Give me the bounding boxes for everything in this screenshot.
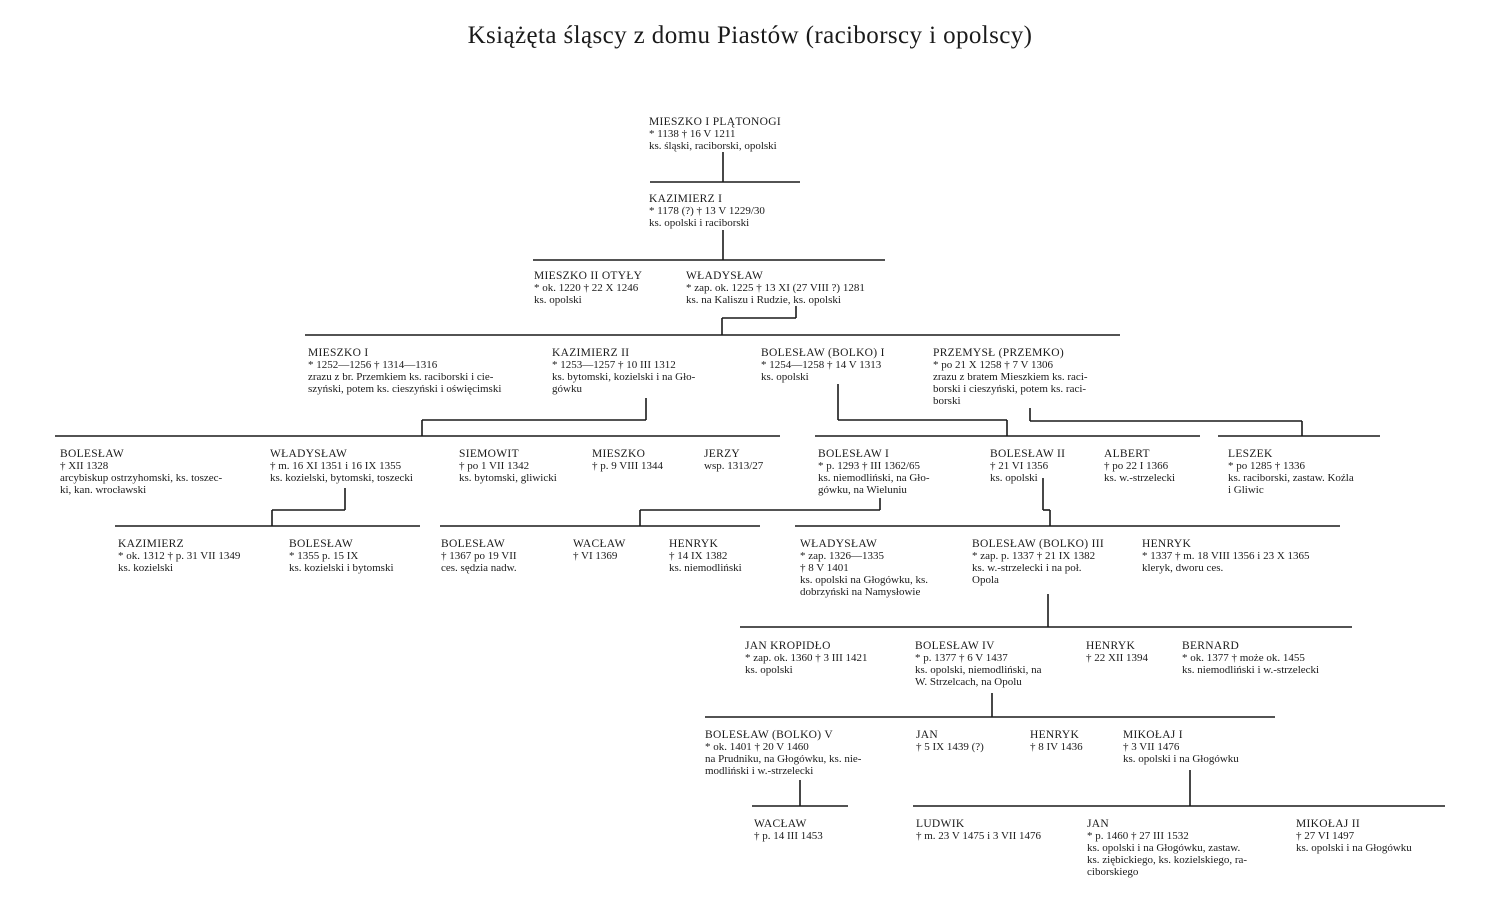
person-name: KAZIMIERZ [118,538,184,550]
person-detail: * 1138 † 16 V 1211 [649,128,736,140]
person-detail: * zap. ok. 1225 † 13 XI (27 VIII ?) 1281 [686,282,865,294]
person-detail: i Gliwic [1228,484,1264,496]
person-detail: ki, kan. wrocławski [60,484,147,496]
person-name: WŁADYSŁAW [270,448,348,460]
person-detail: * ok. 1401 † 20 V 1460 [705,741,809,753]
page-title: Książęta śląscy z domu Piastów (raciborscy i opolscy) [467,22,1033,49]
person-detail: * p. 1377 † 6 V 1437 [915,652,1008,664]
person-name: WŁADYSŁAW [686,270,764,282]
person-detail: ks. śląski, raciborski, opolski [649,140,777,152]
person-waclaw-1453 [754,818,823,842]
person-detail: † 1367 po 19 VII [441,550,517,562]
person-boleslaw-bolko-v [705,729,861,777]
person-name: KAZIMIERZ II [552,347,630,359]
person-kazimierz-kozielski [118,538,240,574]
person-henryk-kleryk [1142,538,1310,574]
person-boleslaw-1355 [289,538,394,574]
person-name: MIKOŁAJ II [1296,818,1361,830]
person-henryk-1382 [669,538,742,574]
person-detail: * zap. ok. 1360 † 3 III 1421 [745,652,868,664]
person-name: BOLESŁAW I [818,448,890,460]
person-mieszko-ii-otyly [534,270,642,306]
person-name: BOLESŁAW II [990,448,1066,460]
person-detail: borski i cieszyński, potem ks. raci- [933,383,1087,395]
person-henryk-1436 [1030,729,1083,753]
person-detail: kleryk, dworu ces. [1142,562,1224,574]
person-detail: arcybiskup ostrzyhomski, ks. toszec- [60,472,223,484]
person-detail: * po 1285 † 1336 [1228,460,1305,472]
person-name: HENRYK [669,538,719,550]
person-name: BOLESŁAW [60,448,125,460]
person-detail: † 21 VI 1356 [990,460,1049,472]
person-name: KAZIMIERZ I [649,193,723,205]
person-detail: ks. opolski [990,472,1038,484]
person-detail: † 8 V 1401 [800,562,849,574]
person-detail: ciborskiego [1087,866,1139,878]
person-detail: * p. 1460 † 27 III 1532 [1087,830,1189,842]
person-detail: * po 21 X 1258 † 7 V 1306 [933,359,1053,371]
person-mieszko-i-cieszynski [308,347,501,395]
person-jan-1532 [1087,818,1247,878]
person-detail: borski [933,395,961,407]
person-detail: † po 1 VII 1342 [459,460,530,472]
person-detail: ks. bytomski, kozielski i na Gło- [552,371,696,383]
person-mieszko-i-platonogi [649,116,781,152]
person-detail: modliński i w.-strzelecki [705,765,814,777]
person-detail: na Prudniku, na Głogówku, ks. nie- [705,753,862,765]
person-detail: ks. bytomski, gliwicki [459,472,557,484]
person-name: LUDWIK [916,818,965,830]
person-name: MIESZKO I PLĄTONOGI [649,116,781,128]
person-detail: † m. 16 XI 1351 i 16 IX 1355 [270,460,402,472]
person-detail: ks. w.-strzelecki [1104,472,1176,484]
person-boleslaw-arcybiskup [60,448,222,496]
person-detail: dobrzyński na Namysłowie [800,586,921,598]
person-detail: † p. 14 III 1453 [754,830,823,842]
person-detail: * 1254—1258 † 14 V 1313 [761,359,882,371]
person-wladyslaw-opolski [686,270,865,306]
person-name: JERZY [704,448,740,460]
person-name: BOLESŁAW (BOLKO) I [761,347,885,359]
person-detail: W. Strzelcach, na Opolu [915,676,1022,688]
person-detail: ks. na Kaliszu i Rudzie, ks. opolski [686,294,841,306]
person-detail: ks. kozielski [118,562,173,574]
person-detail: † p. 9 VIII 1344 [592,460,663,472]
person-detail: ks. kozielski i bytomski [289,562,394,574]
person-name: WŁADYSŁAW [800,538,878,550]
person-detail: ks. opolski i raciborski [649,217,750,229]
person-name: JAN [916,729,938,741]
person-detail: * zap. p. 1337 † 21 IX 1382 [972,550,1096,562]
person-name: ALBERT [1104,448,1150,460]
person-detail: ks. niemodliński [669,562,742,574]
person-detail: zrazu z br. Przemkiem ks. raciborski i cie- [308,371,494,383]
person-name: HENRYK [1030,729,1080,741]
person-name: HENRYK [1142,538,1192,550]
person-detail: * zap. 1326—1335 [800,550,885,562]
person-detail: * ok. 1312 † p. 31 VII 1349 [118,550,241,562]
person-detail: ks. opolski [761,371,809,383]
person-name: JAN [1087,818,1109,830]
person-detail: * 1355 p. 15 IX [289,550,359,562]
person-detail: ks. kozielski, bytomski, toszecki [270,472,413,484]
person-detail: ks. opolski [745,664,793,676]
person-detail: ks. niemodliński i w.-strzelecki [1182,664,1320,676]
person-name: LESZEK [1228,448,1273,460]
person-detail: † 14 IX 1382 [669,550,728,562]
person-detail: ks. opolski i na Głogówku, zastaw. [1087,842,1241,854]
person-name: PRZEMYSŁ (PRZEMKO) [933,347,1064,359]
person-name: BOLESŁAW [441,538,506,550]
person-name: SIEMOWIT [459,448,519,460]
person-detail: ks. opolski na Głogówku, ks. [800,574,929,586]
person-detail: † 8 IV 1436 [1030,741,1083,753]
person-boleslaw-ii [990,448,1065,484]
person-detail: † 27 VI 1497 [1296,830,1355,842]
person-detail: szyński, potem ks. cieszyński i oświęcimski [308,383,502,395]
person-przemysl [933,347,1088,407]
person-name: MIKOŁAJ I [1123,729,1183,741]
person-mikolaj-ii [1296,818,1412,854]
person-waclaw-1369 [573,538,626,562]
person-mieszko-1344 [592,448,663,472]
person-detail: gówku [552,383,582,395]
person-detail: † 5 IX 1439 (?) [916,741,984,753]
person-detail: ks. niemodliński, na Gło- [818,472,930,484]
person-name: BERNARD [1182,640,1240,652]
person-ludwik [916,818,1041,842]
person-detail: * p. 1293 † III 1362/65 [818,460,921,472]
person-siemowit [459,448,557,484]
person-detail: ks. opolski i na Głogówku [1123,753,1239,765]
person-detail: * 1178 (?) † 13 V 1229/30 [649,205,765,217]
person-name: HENRYK [1086,640,1136,652]
person-name: WACŁAW [754,818,807,830]
person-detail: ks. w.-strzelecki i na poł. [972,562,1082,574]
person-detail: † 22 XII 1394 [1086,652,1149,664]
person-kazimierz-i [649,193,765,229]
person-detail: * 1253—1257 † 10 III 1312 [552,359,676,371]
person-boleslaw-iv [915,640,1042,688]
person-detail: * ok. 1377 † może ok. 1455 [1182,652,1305,664]
person-detail: † 3 VII 1476 [1123,741,1180,753]
person-boleslaw-bolko-iii [972,538,1104,586]
person-albert [1104,448,1175,484]
person-detail: gówku, na Wieluniu [818,484,907,496]
person-name: BOLESŁAW IV [915,640,995,652]
person-wladyslaw-opolczyk [800,538,928,598]
person-detail: Opola [972,574,999,586]
person-detail: * 1252—1256 † 1314—1316 [308,359,438,371]
person-name: BOLESŁAW (BOLKO) III [972,538,1104,550]
person-boleslaw-1367 [441,538,517,574]
person-detail: ks. opolski i na Głogówku [1296,842,1412,854]
person-detail: wsp. 1313/27 [704,460,764,472]
person-detail: * ok. 1220 † 22 X 1246 [534,282,639,294]
person-name: JAN KROPIDŁO [745,640,831,652]
person-name: MIESZKO [592,448,646,460]
person-detail: ks. ziębickiego, ks. kozielskiego, ra- [1087,854,1248,866]
person-detail: ces. sędzia nadw. [441,562,517,574]
person-detail: † m. 23 V 1475 i 3 VII 1476 [916,830,1041,842]
person-jan-1439 [916,729,984,753]
person-boleslaw-i-niemodlinski [818,448,930,496]
person-detail: † po 22 I 1366 [1104,460,1169,472]
person-jerzy [704,448,763,472]
person-detail: ks. opolski, niemodliński, na [915,664,1042,676]
person-detail: † XII 1328 [60,460,109,472]
person-detail: zrazu z bratem Mieszkiem ks. raci- [933,371,1088,383]
person-wladyslaw-kozielski [270,448,413,484]
person-jan-kropidlo [745,640,868,676]
person-henryk-1394 [1086,640,1148,664]
person-name: BOLESŁAW (BOLKO) V [705,729,833,741]
person-detail: † VI 1369 [573,550,618,562]
person-bernard [1182,640,1319,676]
person-kazimierz-ii [552,347,695,395]
person-detail: ks. opolski [534,294,582,306]
person-name: MIESZKO I [308,347,369,359]
person-leszek [1228,448,1354,496]
person-name: MIESZKO II OTYŁY [534,270,643,282]
person-mikolaj-i [1123,729,1239,765]
person-detail: ks. raciborski, zastaw. Koźla [1228,472,1354,484]
person-detail: * 1337 † m. 18 VIII 1356 i 23 X 1365 [1142,550,1310,562]
person-name: BOLESŁAW [289,538,354,550]
person-boleslaw-bolko-i [761,347,885,383]
person-name: WACŁAW [573,538,626,550]
